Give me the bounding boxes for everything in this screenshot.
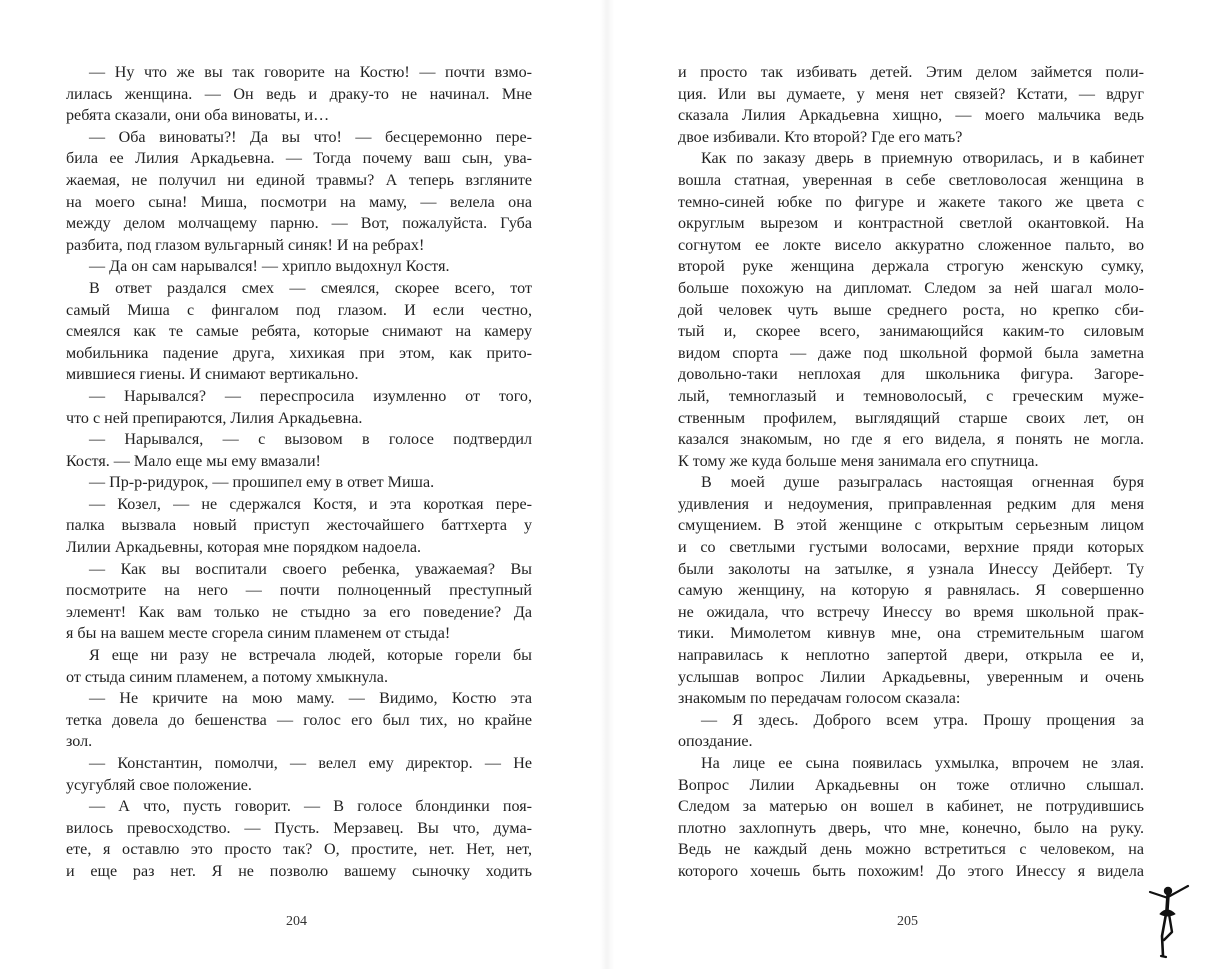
text-line: смеялся как те самые ребята, которые снимают на камеру: [66, 323, 532, 341]
text-line: тетка довела до бешенства — голос его был тих, но крайне: [66, 711, 532, 729]
text-line: лый, темноглазый и темноволосый, с греческим муже-: [678, 387, 1144, 405]
text-line: между делом молчащему парню. — Вот, пожалуйста. Губа: [66, 215, 532, 233]
text-line: В ответ раздался смех — смеялся, скорее всего, тот: [89, 279, 532, 297]
text-line: — Как вы воспитали своего ребенка, уважаемая? Вы: [89, 560, 532, 578]
text-line: — Пр-р-ридурок, — прошипел ему в ответ Миша.: [89, 474, 435, 492]
text-line: казался знакомым, но где я его видела, я понять не могла.: [678, 431, 1144, 449]
text-line: ете, я оставлю это просто так? О, простите, нет. Нет, нет,: [66, 841, 532, 859]
text-line: била ее Лилия Аркадьевна. — Тогда почему ваш сын, ува-: [66, 150, 532, 168]
left-page-text: [66, 62, 532, 883]
text-line: не ожидала, что встречу Инессу во время школьной прак-: [678, 603, 1144, 621]
text-line: больше похожую на дипломат. Следом за ней шагал моло-: [678, 279, 1144, 297]
text-line: мившиеся гиены. И снимают вертикально.: [66, 366, 359, 384]
text-line: знакомым по передачам голосом сказала:: [678, 690, 961, 708]
text-line: направилась к неплотно запертой двери, открыла ее и,: [678, 647, 1144, 665]
text-line: удивления и недоумения, приправленная редким для меня: [678, 495, 1144, 513]
text-line: и со светлыми густыми волосами, верхние пряди которых: [678, 539, 1144, 557]
text-line: — А что, пусть говорит. — В голосе блондинки поя-: [89, 798, 532, 816]
text-line: Лилии Аркадьевны, которая мне порядком надоела.: [66, 539, 421, 557]
text-line: лилась женщина. — Он ведь и драку-то не начинал. Мне: [66, 85, 532, 103]
text-line: сказала Лилия Аркадьевна хищно, — моего мальчика ведь: [678, 107, 1144, 125]
text-line: смущением. В этой женщине с открытым серьезным лицом: [678, 517, 1144, 535]
text-line: плотно захлопнуть дверь, что мне, конечно, было на руку.: [678, 819, 1144, 837]
text-line: мобильника падение друга, хихикая при этом, как прито-: [66, 344, 532, 362]
left-page-number: 204: [286, 914, 307, 929]
text-line: — Константин, помолчи, — велел ему директор. — Не: [89, 755, 532, 772]
text-line: темно-синей юбке по фигуре и жакете такого же цвета с: [678, 193, 1144, 211]
text-line: опоздание.: [678, 733, 753, 751]
text-line: разбита, под глазом вульгарный синяк! И на ребрах!: [66, 236, 425, 254]
text-line: видом спорта — даже под школьной формой была заметна: [678, 344, 1144, 362]
text-line: на моего сына! Миша, посмотри на маму, — велела она: [66, 193, 532, 211]
text-line: и просто так избивать детей. Этим делом займется поли-: [678, 64, 1144, 81]
text-line: согнутом ее локте висело аккуратно сложенное пальто, во: [678, 236, 1144, 254]
text-line: Ведь не каждый день можно встретиться с человеком, на: [678, 841, 1144, 859]
text-line: что с ней препираются, Лилия Аркадьевна.: [66, 409, 363, 427]
text-line: Вопрос Лилии Аркадьевны он тоже отлично слышал.: [678, 776, 1144, 794]
text-line: округлым вырезом и контрастной светлой окантовкой. На: [678, 215, 1144, 233]
text-line: На лице ее сына появилась ухмылка, впрочем не злая.: [701, 755, 1144, 772]
text-line: — Нарывался, — с вызовом в голосе подтвердил: [89, 431, 532, 449]
text-line: второй руке женщина держала строгую женскую сумку,: [678, 258, 1144, 276]
text-line: тики. Мимолетом кивнув мне, она стремительным шагом: [678, 625, 1144, 643]
text-line: двое избивали. Кто второй? Где его мать?: [678, 128, 963, 146]
text-line: — Я здесь. Доброго всем утра. Прошу прощения за: [701, 711, 1144, 729]
text-line: Как по заказу дверь в приемную отворилась, и в кабинет: [701, 150, 1144, 168]
text-line: ребята сказали, они оба виноваты, и…: [66, 107, 330, 125]
text-line: посмотрите на него — почти полноценный преступный: [66, 582, 532, 600]
text-line: и еще раз нет. Я не позволю вашему сыночку ходить: [66, 862, 532, 880]
text-line: — Ну что же вы так говорите на Костю! — почти взмо-: [89, 64, 532, 81]
text-line: усугубляй свое положение.: [66, 776, 252, 794]
book-gutter: [600, 0, 614, 969]
text-line: самый Миша с фингалом под глазом. И если честно,: [66, 301, 532, 319]
text-line: элемент! Как вам только не стыдно за его поведение? Да: [66, 603, 532, 621]
text-line: жаемая, не получил ни единой травмы? А теперь взгляните: [66, 171, 532, 189]
right-page-text: [678, 62, 1144, 883]
text-line: тый и, скорее всего, занимающийся каким-то силовым: [678, 323, 1144, 341]
text-line: которого хочешь быть похожим! До этого Инессу я видела: [678, 862, 1144, 880]
text-line: Костя. — Мало еще мы ему вмазали!: [66, 452, 321, 470]
text-line: вилось превосходство. — Пусть. Мерзавец. Вы что, дума-: [66, 819, 532, 837]
text-line: — Козел, — не сдержался Костя, и эта короткая пере-: [89, 495, 532, 513]
text-line: — Да он сам нарывался! — хрипло выдохнул Костя.: [89, 258, 450, 276]
text-line: зол.: [66, 733, 93, 751]
text-line: были заколоты на затылке, я узнала Инессу Дейберт. Ту: [678, 560, 1144, 578]
text-line: — Не кричите на мою маму. — Видимо, Костю эта: [89, 690, 532, 708]
text-line: В моей душе разыгралась настоящая огненная буря: [701, 474, 1144, 492]
text-line: я бы на вашем месте сгорела синим пламенем от стыда!: [66, 625, 451, 643]
text-line: Я еще ни разу не встречала людей, которые горели бы: [89, 647, 532, 665]
text-line: самую женщину, на которую я равнялась. Я совершенно: [678, 582, 1144, 600]
text-line: — Нарывался? — переспросила изумленно от того,: [89, 387, 532, 405]
text-line: вошла статная, уверенная в себе светловолосая женщина в: [678, 171, 1144, 189]
text-line: от стыда синим пламенем, а потому хмыкнула.: [66, 668, 388, 686]
ballerina-icon: [1138, 880, 1194, 960]
text-line: — Оба виноваты?! Да вы что! — бесцеремонно пере-: [89, 128, 532, 146]
text-line: дой человек чуть выше среднего роста, но крепко сби-: [678, 301, 1144, 319]
right-page-number: 205: [897, 914, 918, 929]
text-line: палка вызвала новый приступ жесточайшего баттхерта у: [66, 517, 532, 535]
text-line: ция. Или вы думаете, у меня нет связей? Кстати, — вдруг: [678, 85, 1144, 103]
text-line: ственным профилем, выглядящий старше своих лет, он: [678, 409, 1144, 427]
text-line: услышав вопрос Лилии Аркадьевны, уверенным и очень: [678, 668, 1144, 686]
text-line: Следом за матерью он вошел в кабинет, не потрудившись: [678, 798, 1144, 816]
text-line: довольно-таки неплохая для школьника фигура. Загоре-: [678, 366, 1144, 384]
text-line: К тому же куда больше меня занимала его спутница.: [678, 452, 1039, 470]
